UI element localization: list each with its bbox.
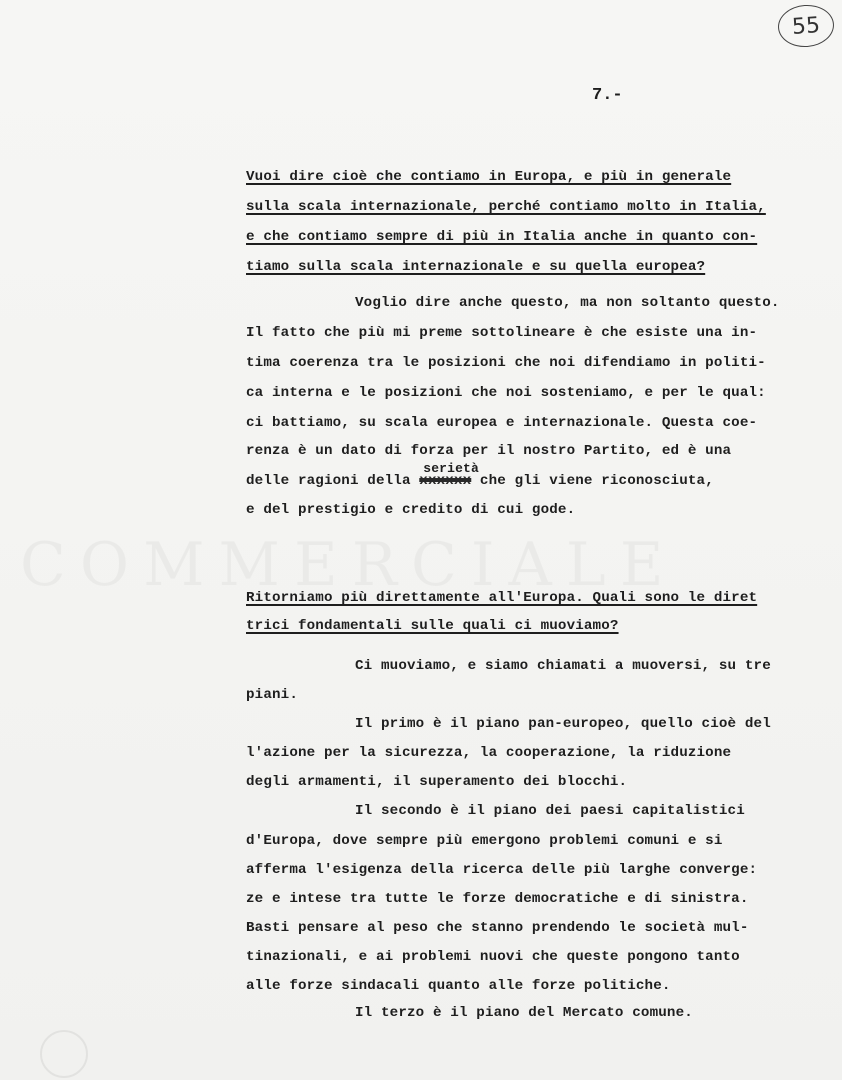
paragraph-line: Il primo è il piano pan-europeo, quello cioè del xyxy=(355,716,771,732)
paragraph-line: tima coerenza tra le posizioni che noi difendiamo in politi- xyxy=(246,355,766,371)
page-stamp: 55 xyxy=(777,3,836,49)
page-number: 7.- xyxy=(592,86,623,105)
paragraph-line: afferma l'esigenza della ricerca delle più larghe converge: xyxy=(246,862,758,878)
paragraph-line: tinazionali, e ai problemi nuovi che queste pongono tanto xyxy=(246,949,740,965)
paragraph-line: Il fatto che più mi preme sottolineare è che esiste una in- xyxy=(246,325,758,341)
handwritten-correction xyxy=(419,461,479,491)
paragraph-line: alle forze sindacali quanto alle forze politiche. xyxy=(246,978,671,994)
question-line: sulla scala internazionale, perché contiamo molto in Italia, xyxy=(246,199,766,215)
question-line: trici fondamentali sulle quali ci muoviamo? xyxy=(246,618,619,634)
paragraph-line: Il terzo è il piano del Mercato comune. xyxy=(355,1005,693,1021)
paragraph-line: piani. xyxy=(246,687,298,703)
paragraph-line: Ci muoviamo, e siamo chiamati a muoversi, su tre xyxy=(355,658,771,674)
question-line: e che contiamo sempre di più in Italia anche in quanto con- xyxy=(246,229,758,245)
text-fragment: che gli viene riconosciuta, xyxy=(471,473,714,489)
paragraph-line: Il secondo è il piano dei paesi capitalistici xyxy=(355,803,745,819)
question-line: Ritorniamo più direttamente all'Europa. Quali sono le diret xyxy=(246,590,758,606)
question-line: tiamo sulla scala internazionale e su quella europea? xyxy=(246,259,706,275)
text-fragment: delle ragioni della xyxy=(246,473,420,489)
paragraph-line: d'Europa, dove sempre più emergono problemi comuni e si xyxy=(246,833,723,849)
paragraph-line: ze e intese tra tutte le forze democratiche e di sinistra. xyxy=(246,891,749,907)
question-line: Vuoi dire cioè che contiamo in Europa, e più in generale xyxy=(246,169,732,185)
bleed-through-circle xyxy=(40,1030,88,1078)
inserted-word: serietà xyxy=(423,461,479,476)
paragraph-line: Voglio dire anche questo, ma non soltanto questo. xyxy=(355,295,780,311)
paragraph-line: ci battiamo, su scala europea e internazionale. Questa coe- xyxy=(246,415,758,431)
paragraph-line: degli armamenti, il superamento dei blocchi. xyxy=(246,774,628,790)
paragraph-line: Basti pensare al peso che stanno prendendo le società mul- xyxy=(246,920,749,936)
paragraph-line: ca interna e le posizioni che noi sosteniamo, e per le qual: xyxy=(246,385,766,401)
paragraph-line: renza è un dato di forza per il nostro Partito, ed è una xyxy=(246,443,732,459)
paragraph-line: e del prestigio e credito di cui gode. xyxy=(246,502,576,518)
paragraph-line: l'azione per la sicurezza, la cooperazione, la riduzione xyxy=(246,745,732,761)
struck-word: xxxxxx xyxy=(419,473,472,489)
paragraph-line-with-correction xyxy=(246,461,714,491)
